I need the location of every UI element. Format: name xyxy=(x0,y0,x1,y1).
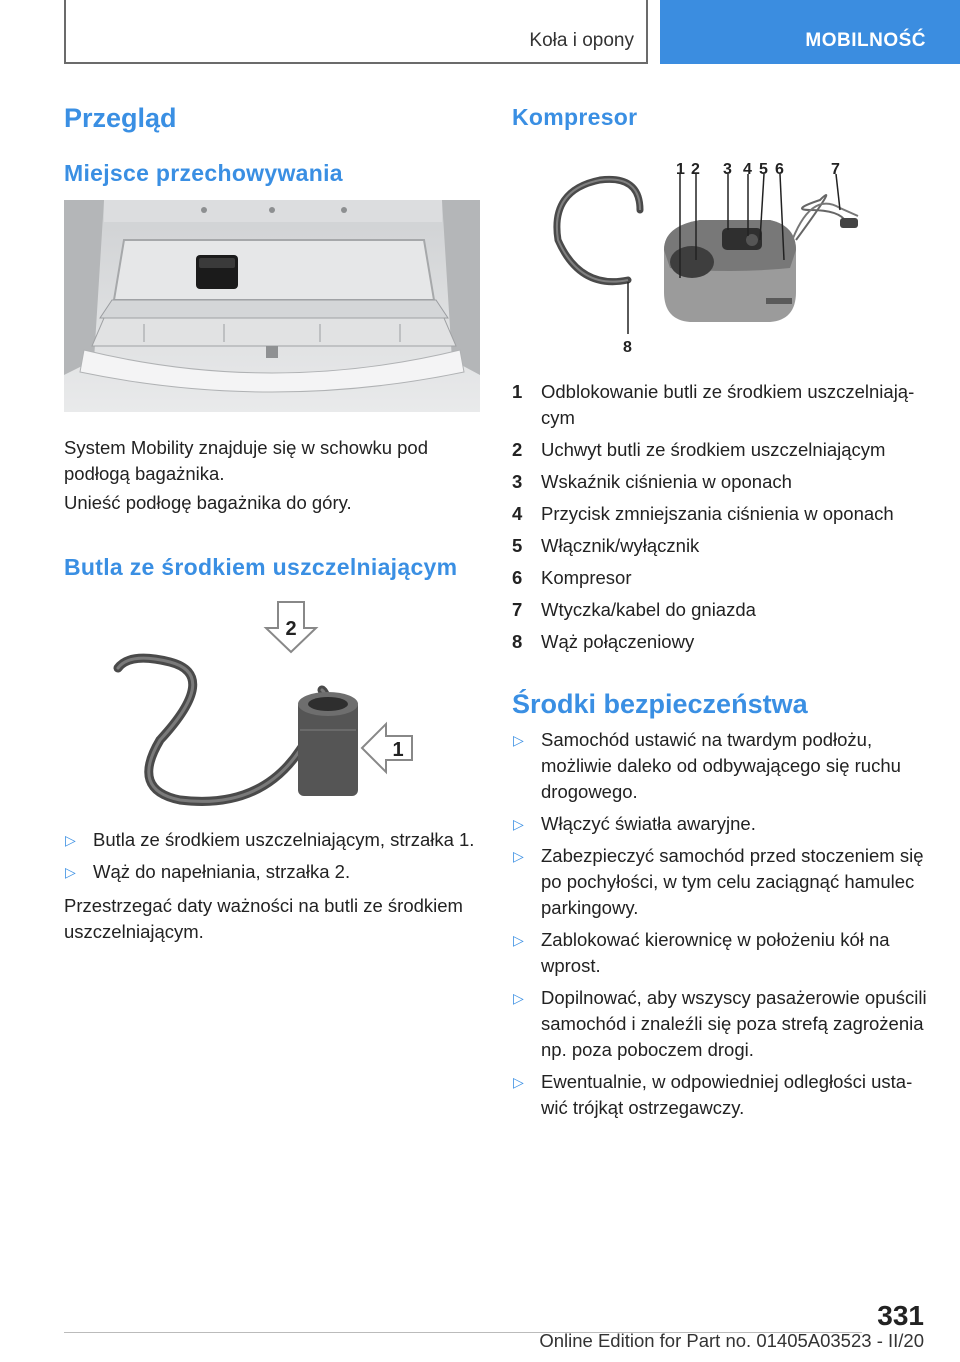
triangle-bullet-icon: ▷ xyxy=(65,832,76,848)
safety-measures-list xyxy=(512,727,930,1127)
compressor-label-4: 4 xyxy=(743,161,752,178)
storage-action: Unieść podłogę bagażnika do góry. xyxy=(64,492,352,513)
list-item: ▷ Butla ze środkiem uszczelniającym, strzałka 1. xyxy=(64,827,484,853)
sealant-bottle-list xyxy=(64,827,484,891)
list-item: ▷ Dopilnować, aby wszyscy pasażerowie opuścili samochód i znaleźli się poza strefą zagrożenia np. poza poboczem drogi. xyxy=(513,987,927,1060)
bottle-figure-label-1: 1 xyxy=(392,739,404,761)
triangle-bullet-icon: ▷ xyxy=(513,848,524,864)
list-item: ▷ Włączyć światła awaryjne. xyxy=(512,811,930,837)
triangle-bullet-icon: ▷ xyxy=(513,816,524,832)
page-number: 331 xyxy=(877,1300,924,1331)
header-chapter-tab[interactable] xyxy=(660,0,960,64)
header-section-title: Koła i opony xyxy=(529,30,634,51)
header-chapter-label: MOBILNOŚĆ xyxy=(805,30,926,51)
list-item: ▷ Wąż do napełniania, strzałka 2. xyxy=(64,859,484,885)
list-item: 3 Wskaźnik ciśnienia w oponach xyxy=(512,471,792,492)
list-item: 6 Kompresor xyxy=(512,567,632,588)
list-item: 2 Uchwyt butli ze środkiem uszczelniającym xyxy=(512,439,886,460)
compressor-label-6: 6 xyxy=(775,161,784,178)
compressor-label-3: 3 xyxy=(723,161,732,178)
compressor-heading: Kompresor xyxy=(512,104,638,130)
sealant-bottle-heading: Butla ze środkiem uszczelniającym xyxy=(64,554,458,580)
compressor-parts-list xyxy=(512,379,930,661)
triangle-bullet-icon: ▷ xyxy=(513,732,524,748)
compressor-label-1: 1 xyxy=(676,161,685,178)
triangle-bullet-icon: ▷ xyxy=(513,1074,524,1090)
safety-heading: Środki bezpieczeństwa xyxy=(512,689,808,719)
triangle-bullet-icon: ▷ xyxy=(513,990,524,1006)
footer-edition: Online Edition for Part no. 01405A03523 - II/20 xyxy=(539,1330,924,1351)
list-item: 1 Odblokowanie butli ze środkiem uszczelniającym xyxy=(512,381,915,428)
storage-heading: Miejsce przechowywania xyxy=(64,160,343,186)
sealant-bottle-figure xyxy=(100,600,420,810)
list-item: ▷ Zablokować kierownicę w położeniu kół na wprost. xyxy=(513,929,890,976)
compressor-label-2: 2 xyxy=(691,161,700,178)
list-item: ▷ Samochód ustawić na twardym podłożu, możliwie daleko od odbywającego się ruchu drogowego. xyxy=(513,729,901,802)
bottle-figure-label-2: 2 xyxy=(285,618,297,640)
compressor-label-8: 8 xyxy=(623,339,632,356)
compressor-label-5: 5 xyxy=(759,161,768,178)
triangle-bullet-icon: ▷ xyxy=(65,864,76,880)
list-item: ▷ Ewentualnie, w odpowiedniej odległości ustawić trójkąt ostrzegawczy. xyxy=(513,1071,913,1118)
compressor-figure xyxy=(540,150,860,360)
list-item: ▷ Zabezpieczyć samochód przed stoczeniem się po pochyłości, w tym celu zaciągnąć hamulec parkingowy. xyxy=(513,845,924,918)
storage-description: System Mobility znajduje się w schowku pod podłogą bagażnika. xyxy=(64,437,428,484)
list-item: 4 Przycisk zmniejszania ciśnienia w oponach xyxy=(512,503,894,524)
triangle-bullet-icon: ▷ xyxy=(513,932,524,948)
trunk-storage-photo xyxy=(64,200,480,412)
sealant-expiry-note: Przestrzegać daty ważności na butli ze środkiem uszczelniającym. xyxy=(64,895,463,942)
list-item: 8 Wąż połączeniowy xyxy=(512,631,695,652)
list-item: 7 Wtyczka/kabel do gniazda xyxy=(512,599,756,620)
page-title: Przegląd xyxy=(64,103,177,133)
list-item: 5 Włącznik/wyłącznik xyxy=(512,535,700,556)
compressor-label-7: 7 xyxy=(831,161,840,178)
